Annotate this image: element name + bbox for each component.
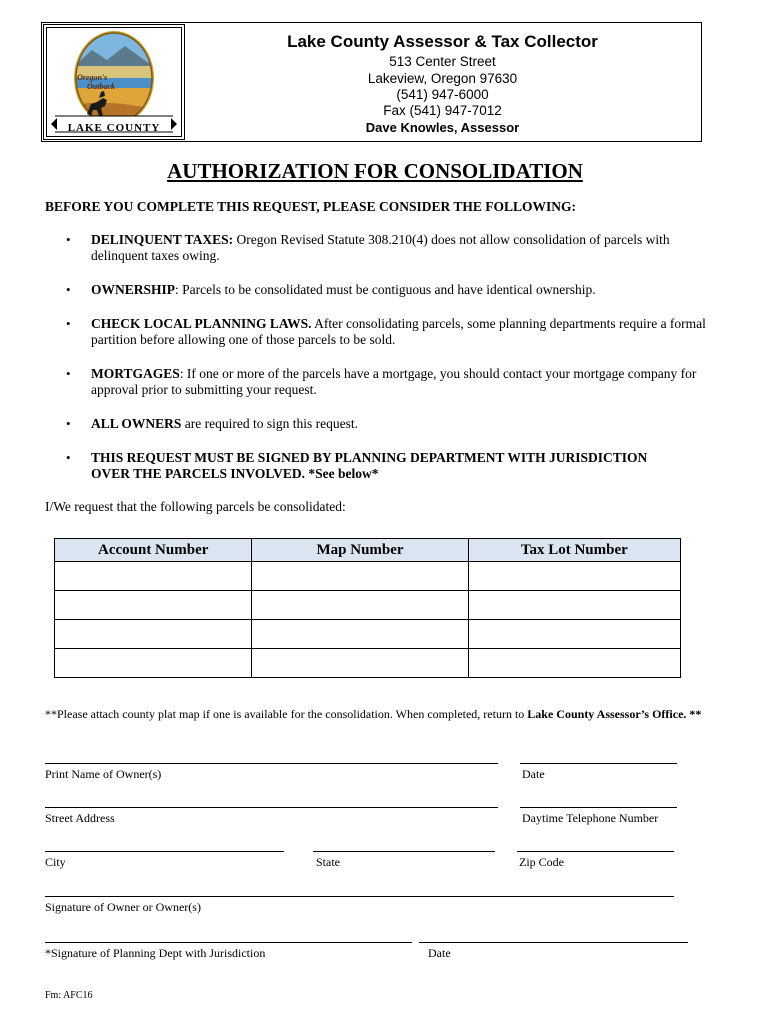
office-title: Lake County Assessor & Tax Collector bbox=[287, 32, 598, 51]
zip-label: Zip Code bbox=[519, 855, 564, 869]
table-header-row bbox=[55, 539, 681, 562]
city-line[interactable] bbox=[45, 851, 284, 852]
tax-lot-number-cell[interactable] bbox=[468, 649, 680, 678]
form-code: Fm: AFC16 bbox=[45, 990, 93, 1001]
lake-county-logo bbox=[46, 27, 182, 137]
map-number-cell[interactable] bbox=[252, 620, 468, 649]
map-number-cell[interactable] bbox=[252, 591, 468, 620]
phone-number: (541) 947-6000 bbox=[396, 87, 489, 102]
logo-frame bbox=[43, 24, 185, 140]
bullet-icon: • bbox=[66, 282, 71, 297]
table-row bbox=[55, 562, 681, 591]
request-statement: I/We request that the following parcels be consolidated: bbox=[45, 499, 346, 514]
bullet-icon: • bbox=[66, 232, 71, 247]
map-number-header: Map Number bbox=[252, 539, 468, 562]
state-label: State bbox=[316, 855, 340, 869]
logo-county-text: LAKE COUNTY bbox=[67, 122, 161, 134]
date-label: Date bbox=[522, 767, 545, 781]
planning-signature-line[interactable] bbox=[45, 942, 412, 943]
letterhead-box bbox=[41, 22, 702, 142]
planning-date-line[interactable] bbox=[419, 942, 688, 943]
tax-lot-number-cell[interactable] bbox=[468, 562, 680, 591]
city-label: City bbox=[45, 855, 66, 869]
date-line[interactable] bbox=[520, 763, 677, 764]
planning-signature-label: *Signature of Planning Dept with Jurisdiction bbox=[45, 946, 266, 960]
owner-signature-line[interactable] bbox=[45, 896, 674, 897]
print-name-label: Print Name of Owner(s) bbox=[45, 767, 162, 781]
state-line[interactable] bbox=[313, 851, 495, 852]
telephone-label: Daytime Telephone Number bbox=[522, 811, 659, 825]
account-number-cell[interactable] bbox=[55, 620, 252, 649]
account-number-cell[interactable] bbox=[55, 649, 252, 678]
account-number-cell[interactable] bbox=[55, 562, 252, 591]
map-number-cell[interactable] bbox=[252, 649, 468, 678]
zip-line[interactable] bbox=[517, 851, 674, 852]
consider-heading: BEFORE YOU COMPLETE THIS REQUEST, PLEASE CONSIDER THE FOLLOWING: bbox=[45, 199, 576, 214]
owner-signature-label: Signature of Owner or Owner(s) bbox=[45, 900, 201, 914]
address-city: Lakeview, Oregon 97630 bbox=[367, 71, 518, 86]
print-name-line[interactable] bbox=[45, 763, 498, 764]
tax-lot-number-cell[interactable] bbox=[468, 591, 680, 620]
tax-lot-number-cell[interactable] bbox=[468, 620, 680, 649]
bullet-icon: • bbox=[66, 366, 71, 381]
parcels-table bbox=[54, 538, 681, 678]
bullet-icon: • bbox=[66, 316, 71, 331]
table-row bbox=[55, 620, 681, 649]
street-address-line[interactable] bbox=[45, 807, 498, 808]
account-number-header: Account Number bbox=[55, 539, 252, 562]
table-row bbox=[55, 649, 681, 678]
form-title: AUTHORIZATION FOR CONSOLIDATION bbox=[167, 159, 583, 183]
map-number-cell[interactable] bbox=[252, 562, 468, 591]
planning-date-label: Date bbox=[428, 946, 451, 960]
bullet-icon: • bbox=[66, 416, 71, 431]
plat-map-note: **Please attach county plat map if one is available for the consolidation. When completed, return to Lake County Assessor’s Office. ** bbox=[45, 707, 702, 721]
fax-number: Fax (541) 947-7012 bbox=[383, 103, 502, 118]
logo-outback-text: Oregon's Outback bbox=[77, 73, 115, 91]
account-number-cell[interactable] bbox=[55, 591, 252, 620]
address-street: 513 Center Street bbox=[389, 54, 496, 69]
street-address-label: Street Address bbox=[45, 811, 115, 825]
tax-lot-number-header: Tax Lot Number bbox=[468, 539, 680, 562]
bullet-icon: • bbox=[66, 450, 71, 465]
assessor-name: Dave Knowles, Assessor bbox=[365, 120, 520, 135]
telephone-line[interactable] bbox=[520, 807, 677, 808]
table-row bbox=[55, 591, 681, 620]
